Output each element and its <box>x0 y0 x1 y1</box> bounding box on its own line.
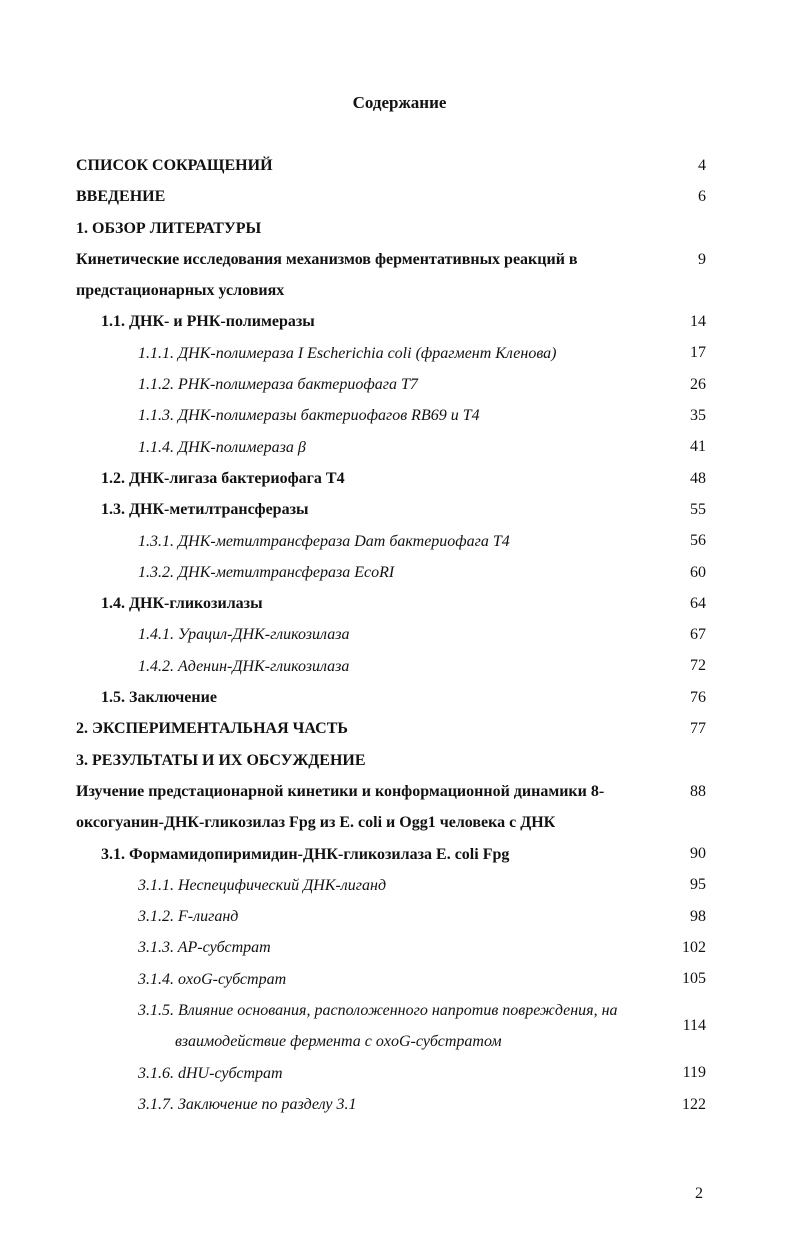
toc-entry-page: 64 <box>690 594 706 612</box>
toc-entry-text: 1.1.3. ДНК-полимеразы бактериофагов RB69 и Т4 <box>138 407 480 425</box>
toc-entry-text: 1.5. Заключение <box>101 689 217 707</box>
toc-entry-page: 88 <box>690 782 706 800</box>
page-number: 2 <box>695 1185 703 1202</box>
toc-entry <box>76 338 706 369</box>
toc-entry <box>76 776 706 839</box>
toc-entry-text: 3. РЕЗУЛЬТАТЫ И ИХ ОБСУЖДЕНИЕ <box>76 751 366 769</box>
toc-entry-text: 3.1.1. Неспецифический ДНК-лиганд <box>138 876 387 894</box>
toc-entry <box>76 400 706 431</box>
toc-entry <box>76 432 706 463</box>
toc-entry-page: 90 <box>690 845 706 863</box>
toc-entry-text: 1.1. ДНК- и РНК-полимеразы <box>101 313 315 331</box>
toc-entry-text: 3.1.4. oxoG-субстрат <box>138 970 287 988</box>
toc-entry-text: СПИСОК СОКРАЩЕНИЙ <box>76 157 273 174</box>
toc-entry-text: 1.3.1. ДНК-метилтрансфераза Dam бактериофага Т4 <box>138 532 510 550</box>
toc-entry-page: 4 <box>698 156 706 174</box>
toc-entry-line1: Кинетические исследования механизмов ферментативных реакций в <box>76 250 578 268</box>
toc-entry-text <box>76 995 664 1058</box>
toc-entry <box>76 713 706 744</box>
toc-entry-text: 1.1.4. ДНК-полимераза β <box>138 438 306 456</box>
toc-entry-text: 1.4.1. Урацил-ДНК-гликозилаза <box>138 626 350 644</box>
toc-entry <box>76 244 706 307</box>
toc-entry <box>76 932 706 963</box>
toc-entry-page: 26 <box>690 375 706 393</box>
toc-entry <box>76 369 706 400</box>
toc-entry-page: 114 <box>682 1017 706 1035</box>
toc-entry <box>76 870 706 901</box>
toc-entry-text: 2. ЭКСПЕРИМЕНТАЛЬНАЯ ЧАСТЬ <box>76 720 348 738</box>
toc-entry-page: 72 <box>690 657 706 675</box>
table-of-contents <box>76 150 706 1120</box>
toc-entry <box>76 557 706 588</box>
toc-entry <box>76 306 706 337</box>
toc-entry-text: 3.1. Формамидопиримидин-ДНК-гликозилаза E. coli Fpg <box>101 845 510 863</box>
toc-entry-line2: оксогуанин-ДНК-гликозилаз Fpg из E. coli и Ogg1 человека с ДНК <box>76 814 556 832</box>
toc-entry-text <box>76 244 664 307</box>
toc-entry-page: 77 <box>690 719 706 737</box>
toc-entry-page: 55 <box>690 500 706 518</box>
page-title: Содержание <box>352 93 447 112</box>
toc-entry-text: 1.3.2. ДНК-метилтрансфераза EcoRI <box>138 563 395 581</box>
toc-entry <box>76 839 706 870</box>
toc-entry-text: 1.1.1. ДНК-полимераза I Escherichia coli (фрагмент Кленова) <box>138 344 557 362</box>
toc-entry-page: 48 <box>690 469 706 487</box>
toc-entry-page: 119 <box>682 1064 706 1082</box>
toc-entry <box>76 1089 706 1120</box>
toc-entry-text: 3.1.6. dHU-субстрат <box>138 1064 283 1082</box>
toc-entry <box>76 526 706 557</box>
toc-entry-page: 41 <box>690 438 706 456</box>
toc-entry-text: 1.1.2. РНК-полимераза бактериофага Т7 <box>138 376 418 394</box>
toc-entry-text: 1. ОБЗОР ЛИТЕРАТУРЫ <box>76 219 262 237</box>
toc-entry <box>76 181 706 212</box>
toc-entry-page: 98 <box>690 907 706 925</box>
toc-entry-line2: взаимодействие фермента с oxoG-субстратом <box>175 1033 502 1051</box>
toc-entry-text <box>76 776 664 839</box>
toc-entry-page: 122 <box>682 1095 706 1113</box>
toc-entry-text: 3.1.2. F-лиганд <box>138 908 239 926</box>
toc-entry <box>76 1058 706 1089</box>
toc-entry-page: 17 <box>690 344 706 362</box>
toc-entry-page: 35 <box>690 407 706 425</box>
toc-entry-page: 6 <box>698 187 706 205</box>
toc-entry-page: 56 <box>690 532 706 550</box>
toc-entry <box>76 150 706 181</box>
toc-entry <box>76 682 706 713</box>
toc-entry-text: 3.1.3. AP-субстрат <box>138 939 271 957</box>
toc-entry-text: 1.3. ДНК-метилтрансферазы <box>101 501 309 519</box>
toc-entry <box>76 901 706 932</box>
toc-entry-text: 3.1.7. Заключение по разделу 3.1 <box>138 1095 357 1113</box>
toc-entry <box>76 213 706 244</box>
toc-entry-page: 102 <box>682 939 706 957</box>
toc-entry-line1: Изучение предстационарной кинетики и конформационной динамики 8- <box>76 782 605 800</box>
toc-entry-text: 1.2. ДНК-лигаза бактериофага Т4 <box>101 469 345 487</box>
toc-entry-text: 1.4.2. Аденин-ДНК-гликозилаза <box>138 657 350 675</box>
toc-entry-page: 9 <box>698 250 706 268</box>
toc-entry <box>76 463 706 494</box>
toc-entry-page: 14 <box>690 313 706 331</box>
toc-entry-line1: 3.1.5. Влияние основания, расположенного напротив повреждения, на <box>138 1002 618 1020</box>
toc-entry <box>76 494 706 525</box>
toc-entry <box>76 995 706 1058</box>
toc-entry-page: 105 <box>682 970 706 988</box>
toc-entry <box>76 588 706 619</box>
toc-entry <box>76 651 706 682</box>
toc-entry <box>76 745 706 776</box>
toc-entry-page: 76 <box>690 688 706 706</box>
toc-entry-text: 1.4. ДНК-гликозилазы <box>101 595 263 613</box>
toc-entry-page: 95 <box>690 876 706 894</box>
toc-entry <box>76 964 706 995</box>
toc-entry-text: ВВЕДЕНИЕ <box>76 188 166 206</box>
toc-entry-page: 60 <box>690 563 706 581</box>
toc-entry-line2: предстационарных условиях <box>76 282 285 300</box>
toc-entry-page: 67 <box>690 626 706 644</box>
toc-entry <box>76 619 706 650</box>
